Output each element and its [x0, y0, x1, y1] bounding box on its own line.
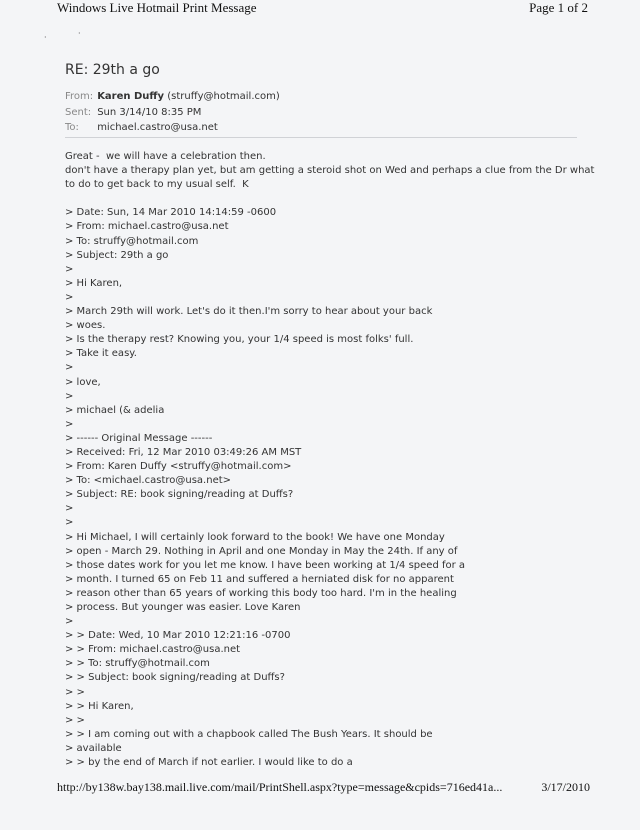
print-page-number: Page 1 of 2 — [529, 0, 588, 15]
email-body-line: > > — [65, 686, 85, 698]
to-label: To: — [65, 122, 79, 133]
email-body-line: > > by the end of March if not earlier. I would like to do a — [65, 757, 353, 769]
email-body-line: > Subject: RE: book signing/reading at Duffs? — [65, 489, 294, 501]
sent-label: Sent: — [65, 106, 92, 118]
print-header-title: Windows Live Hotmail Print Message — [57, 0, 257, 15]
email-body-line: > > Subject: book signing/reading at Duffs? — [65, 672, 285, 684]
to-value: michael.castro@usa.net — [97, 122, 218, 133]
email-body-line — [65, 192, 585, 206]
email-body-line: > love, — [65, 376, 101, 388]
email-body-line: > March 29th will work. Let's do it then.I'm sorry to hear about your back — [65, 306, 433, 318]
email-body-line: > > From: michael.castro@usa.net — [65, 644, 241, 656]
email-body-line: > From: Karen Duffy <struffy@hotmail.com> — [65, 461, 292, 473]
email-body-line: > Date: Sun, 14 Mar 2010 14:14:59 -0600 — [65, 207, 277, 219]
email-body-line: > > Date: Wed, 10 Mar 2010 12:21:16 -0700 — [65, 630, 291, 642]
email-body-line: > process. But younger was easier. Love Karen — [65, 602, 301, 613]
email-body-line: > michael (& adelia — [65, 404, 165, 416]
email-body-line: > — [65, 390, 74, 402]
email-body-line: > To: struffy@hotmail.com — [65, 235, 199, 247]
email-body-line: > From: michael.castro@usa.net — [65, 221, 229, 233]
from-row — [65, 89, 280, 105]
email-body-line: > reason other than 65 years of working this body too hard. I'm in the healing — [65, 587, 457, 599]
email-body-line: don't have a therapy plan yet, but am getting a steroid shot on Wed and perhaps a clue from the Dr what — [65, 165, 595, 177]
print-footer — [0, 780, 640, 798]
email-body-line: > > — [65, 714, 85, 726]
email-body-line: > — [65, 291, 74, 303]
email-body-line: > — [65, 263, 74, 275]
sent-row — [65, 105, 280, 121]
email-body-line: > Hi Michael, I will certainly look forward to the book! We have one Monday — [65, 531, 445, 543]
email-body-line: > ------ Original Message ------ — [65, 432, 213, 444]
email-body-line: > To: <michael.castro@usa.net> — [65, 475, 232, 487]
from-address: (struffy@hotmail.com) — [167, 91, 280, 102]
email-body-line: > month. I turned 65 on Feb 11 and suffered a herniated disk for no apparent — [65, 573, 454, 585]
from-label: From: — [65, 91, 94, 102]
email-meta — [65, 89, 280, 136]
email-body-line: > Received: Fri, 12 Mar 2010 03:49:26 AM MST — [65, 446, 302, 458]
to-row — [65, 120, 280, 136]
email-body — [65, 150, 595, 770]
email-body-line: > Is the therapy rest? Knowing you, your 1/4 speed is most folks' full. — [65, 334, 414, 346]
header-divider — [65, 137, 577, 138]
email-body-line: > > I am coming out with a chapbook called The Bush Years. It should be — [65, 728, 433, 740]
email-body-line: > — [65, 517, 74, 529]
email-body-line: > woes. — [65, 320, 106, 332]
email-body-line: > — [65, 503, 74, 515]
email-body-line: > available — [65, 742, 122, 754]
email-body-line: to do to get back to my usual self. K — [65, 179, 249, 191]
email-body-line: > > Hi Karen, — [65, 700, 134, 712]
scan-speck: · — [44, 33, 47, 42]
email-body-line: > Subject: 29th a go — [65, 249, 169, 261]
email-body-line: > Take it easy. — [65, 348, 137, 360]
email-subject: RE: 29th a go — [65, 62, 160, 78]
from-name: Karen Duffy — [97, 91, 165, 102]
sent-value: Sun 3/14/10 8:35 PM — [97, 106, 202, 118]
print-footer-url: http://by138w.bay138.mail.live.com/mail/PrintShell.aspx?type=message&cpids=716ed41a... — [57, 780, 503, 794]
print-header — [0, 0, 640, 18]
email-body-line: > > To: struffy@hotmail.com — [65, 658, 210, 670]
email-body-line: > — [65, 418, 74, 430]
scan-speck: · — [78, 29, 81, 38]
print-footer-date: 3/17/2010 — [541, 780, 590, 794]
email-body-line: > open - March 29. Nothing in April and one Monday in May the 24th. If any of — [65, 545, 458, 557]
email-body-line: > — [65, 616, 74, 628]
email-body-line: Great - we will have a celebration then. — [65, 151, 266, 162]
email-body-line: > those dates work for you let me know. I have been working at 1/4 speed for a — [65, 559, 466, 571]
email-body-line: > — [65, 362, 74, 374]
email-body-line: > Hi Karen, — [65, 277, 123, 289]
